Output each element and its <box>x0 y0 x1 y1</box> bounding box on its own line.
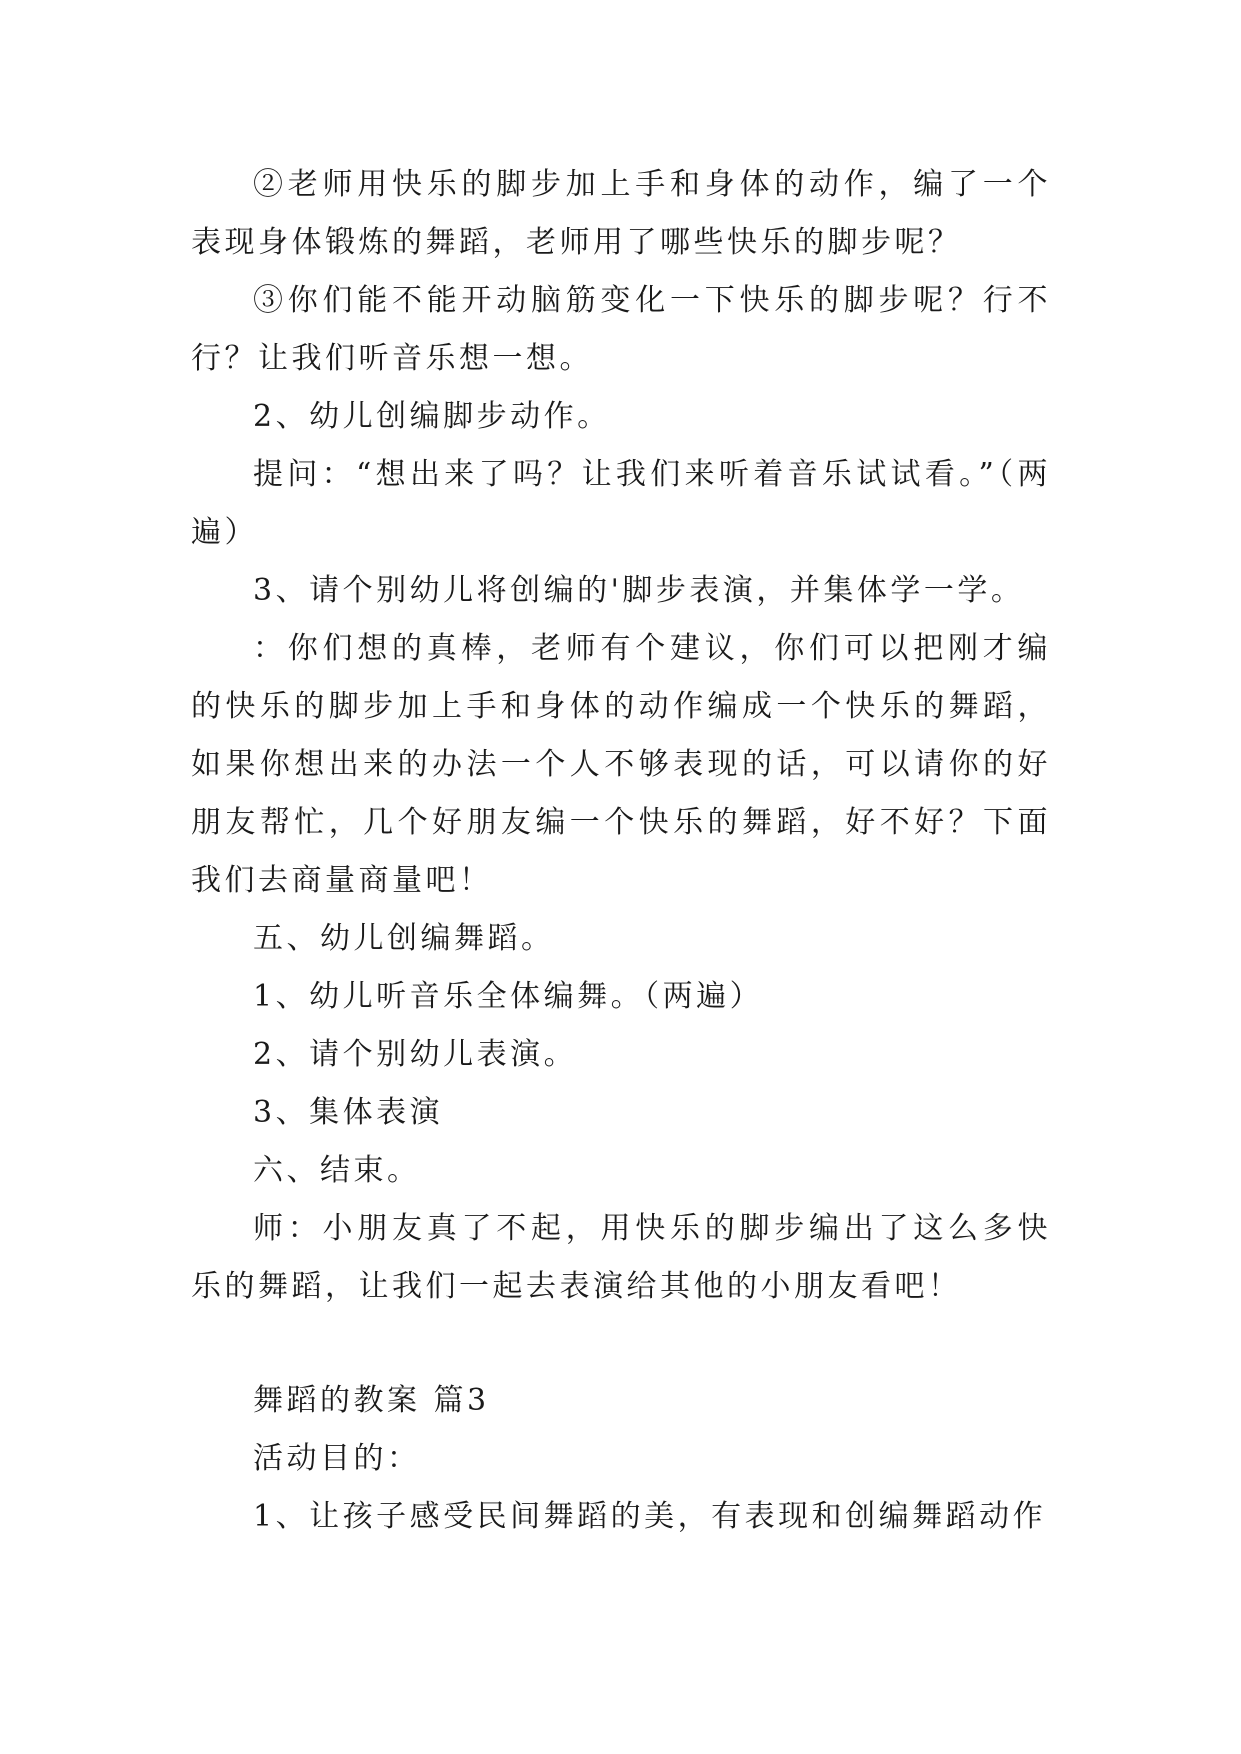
paragraph: 2、请个别幼儿表演。 <box>253 1037 578 1072</box>
paragraph: 提问：“想出来了吗？让我们来听着音乐试试看。”（两遍） <box>191 457 1051 550</box>
paragraph: 3、集体表演 <box>253 1095 444 1130</box>
paragraph: ②老师用快乐的脚步加上手和身体的动作，编了一个表现身体锻炼的舞蹈，老师用了哪些快乐的脚步呢？ <box>191 167 1051 260</box>
section-spacer <box>191 1316 1051 1372</box>
document-body <box>191 156 1051 1546</box>
paragraph: 2、幼儿创编脚步动作。 <box>253 399 611 434</box>
paragraph: ：你们想的真棒，老师有个建议，你们可以把刚才编的快乐的脚步加上手和身体的动作编成一个快乐的舞蹈，如果你想出来的办法一个人不够表现的话，可以请你的好朋友帮忙，几个好朋友编一个快乐的舞蹈，好不好？下面我们去商量商量吧！ <box>191 631 1051 898</box>
section-title: 舞蹈的教案 篇3 <box>253 1383 490 1418</box>
paragraph: 师：小朋友真了不起，用快乐的脚步编出了这么多快乐的舞蹈，让我们一起去表演给其他的小朋友看吧！ <box>191 1211 1051 1304</box>
paragraph: 3、请个别幼儿将创编的'脚步表演，并集体学一学。 <box>253 573 1025 608</box>
paragraph: 活动目的： <box>253 1441 421 1476</box>
paragraph: 六、结束。 <box>253 1153 421 1188</box>
paragraph: 1、让孩子感受民间舞蹈的美，有表现和创编舞蹈动作 <box>253 1499 1047 1534</box>
paragraph: 五、幼儿创编舞蹈。 <box>253 921 555 956</box>
paragraph: ③你们能不能开动脑筋变化一下快乐的脚步呢？行不行？让我们听音乐想一想。 <box>191 283 1051 376</box>
paragraph: 1、幼儿听音乐全体编舞。（两遍） <box>253 979 764 1014</box>
